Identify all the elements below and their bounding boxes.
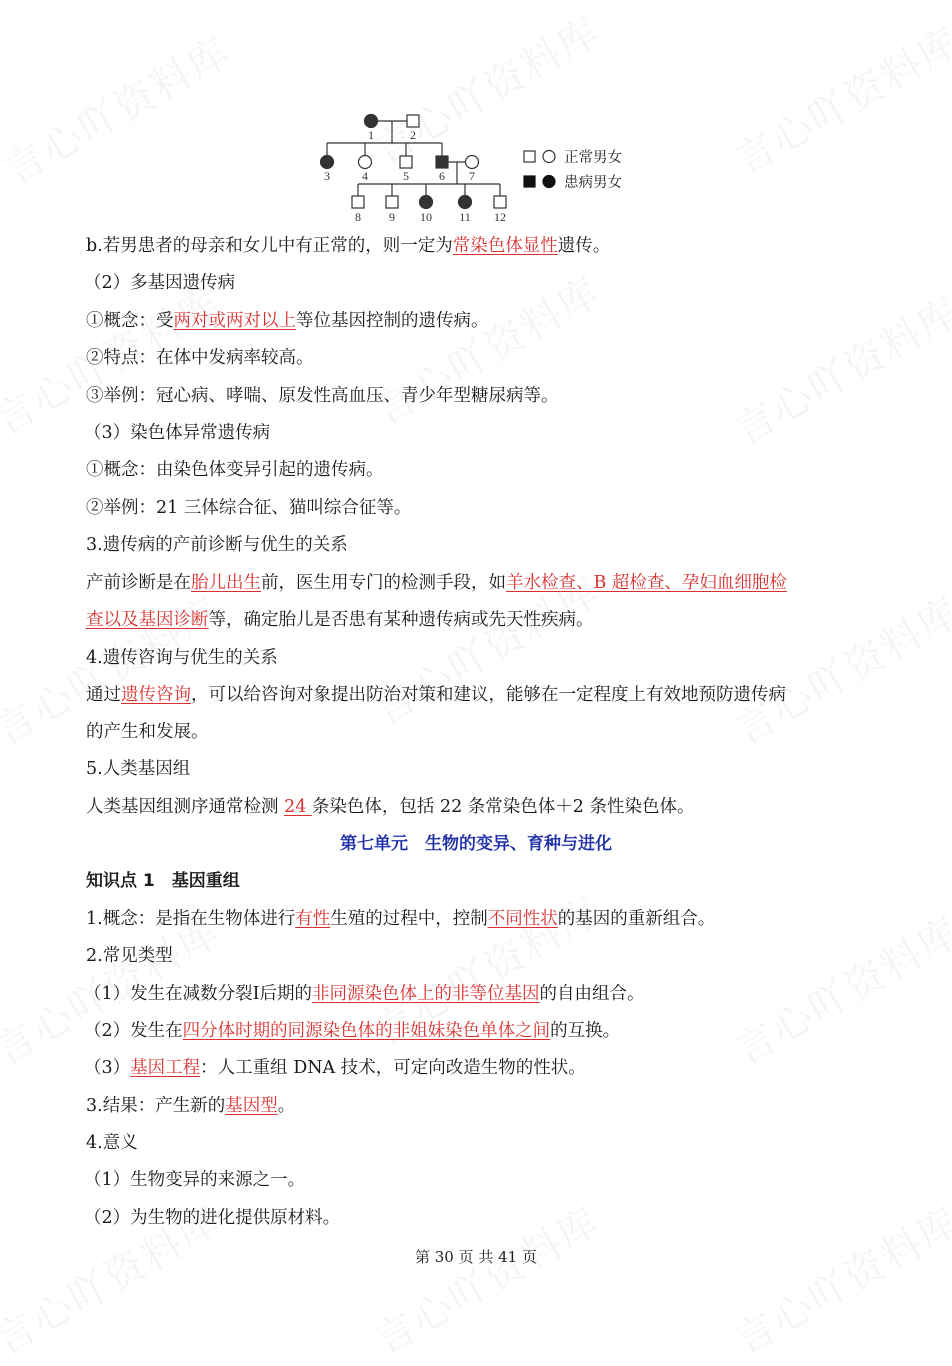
svg-text:5: 5 (403, 169, 409, 183)
watermark (0, 21, 239, 196)
svg-text:8: 8 (355, 210, 361, 224)
watermark (363, 1191, 610, 1366)
svg-text:12: 12 (494, 210, 506, 224)
watermark (723, 581, 952, 756)
answer-blank: 基因型 (225, 1096, 278, 1116)
section-heading: 5.人类基因组 (86, 759, 191, 779)
section-heading: 4.遗传咨询与优生的关系 (86, 648, 278, 668)
section-heading: 2.常见类型 (86, 946, 173, 966)
svg-text:10: 10 (420, 210, 432, 224)
answer-blank: 基因工程 (130, 1058, 201, 1078)
paragraph: ②特点：在体中发病率较高。 (86, 348, 314, 368)
answer-blank: 四分体时期的同源染色体的非姐妹染色单体之间 (182, 1021, 551, 1041)
answer-blank: 遗传咨询 (121, 685, 191, 705)
paragraph: ①概念：由染色体变异引起的遗传病。 (86, 460, 384, 480)
paragraph: 3.结果：产生新的基因型。 (86, 1096, 296, 1116)
paragraph: ②举例：21 三体综合征、猫叫综合征等。 (86, 498, 412, 518)
answer-blank: 胎儿出生 (191, 573, 261, 593)
legend-normal-female-icon (543, 151, 555, 163)
watermark (723, 281, 952, 456)
answer-blank: 24 (284, 797, 312, 817)
individual-2 (407, 115, 419, 127)
answer-blank: 有性 (295, 909, 331, 929)
individual-9 (386, 196, 398, 208)
paragraph: ①概念：受两对或两对以上等位基因控制的遗传病。 (86, 311, 489, 331)
individual-8 (352, 196, 364, 208)
answer-blank: 常染色体显性 (452, 236, 558, 256)
paragraph: （1）生物变异的来源之一。 (84, 1170, 306, 1190)
paragraph: 产前诊断是在胎儿出生前，医生用专门的检测手段，如羊水检查、B 超检查、孕妇血细胞检 (86, 573, 787, 593)
legend-affected-female-icon (543, 176, 555, 188)
svg-text:3: 3 (324, 169, 330, 183)
unit-title: 第七单元 生物的变异、育种与进化 (340, 834, 612, 854)
individual-5 (400, 156, 412, 168)
legend-affected-male-icon (524, 176, 535, 187)
answer-blank: 羊水检查、B 超检查、孕妇血细胞检 (506, 573, 787, 593)
page-number: 第 30 页 共 41 页 (414, 1248, 537, 1266)
individual-1 (365, 115, 378, 128)
legend-normal-male-icon (524, 151, 535, 162)
pedigree-chart (310, 104, 650, 230)
individual-11 (459, 196, 472, 209)
paragraph: 的产生和发展。 (86, 722, 209, 742)
paragraph: （2）发生在四分体时期的同源染色体的非姐妹染色单体之间的互换。 (84, 1021, 621, 1041)
paragraph: 通过遗传咨询，可以给咨询对象提出防治对策和建议，能够在一定程度上有效地预防遗传病 (86, 685, 786, 705)
individual-7 (466, 156, 479, 169)
svg-text:11: 11 (459, 210, 471, 224)
svg-text:7: 7 (469, 169, 475, 183)
svg-text:1: 1 (368, 128, 374, 142)
watermark (723, 901, 952, 1076)
paragraph: 人类基因组测序通常检测 24 条染色体，包括 22 条常染色体＋2 条性染色体。 (86, 797, 695, 817)
paragraph: （2）为生物的进化提供原材料。 (84, 1208, 341, 1228)
answer-blank: 非同源染色体上的非等位基因 (312, 984, 540, 1004)
svg-text:6: 6 (439, 169, 445, 183)
pedigree-legend (524, 149, 622, 191)
paragraph: （3）基因工程：人工重组 DNA 技术，可定向改造生物的性状。 (84, 1058, 586, 1078)
svg-text:4: 4 (362, 169, 368, 183)
answer-blank: 查以及基因诊断 (86, 610, 209, 630)
legend-affected-label: 患病男女 (564, 175, 622, 191)
answer-blank: 不同性状 (487, 909, 558, 929)
section-heading: 3.遗传病的产前诊断与优生的关系 (86, 535, 348, 555)
watermark (363, 261, 610, 436)
legend-normal-label: 正常男女 (564, 150, 622, 166)
section-heading: （2）多基因遗传病 (84, 273, 236, 293)
svg-text:9: 9 (389, 210, 395, 224)
individual-12 (494, 196, 506, 208)
paragraph: 查以及基因诊断等，确定胎儿是否患有某种遗传病或先天性疾病。 (86, 610, 594, 630)
watermark (723, 1191, 952, 1366)
paragraph-b: b.若男患者的母亲和女儿中有正常的，则一定为常染色体显性遗传。 (86, 236, 611, 256)
section-heading: 4.意义 (86, 1133, 138, 1153)
individual-10 (420, 196, 433, 209)
knowledge-point-title: 知识点 1 基因重组 (86, 871, 240, 891)
svg-text:2: 2 (410, 128, 416, 142)
individual-6 (436, 156, 448, 168)
individual-4 (359, 156, 372, 169)
paragraph: 1.概念：是指在生物体进行有性生殖的过程中，控制不同性状的基因的重新组合。 (86, 909, 716, 929)
watermark (723, 11, 952, 186)
paragraph: ③举例：冠心病、哮喘、原发性高血压、青少年型糖尿病等。 (86, 386, 559, 406)
pedigree-svg (310, 104, 650, 230)
section-heading: （3）染色体异常遗传病 (84, 423, 271, 443)
individual-3 (321, 156, 334, 169)
answer-blank: 两对或两对以上 (173, 311, 296, 331)
paragraph: （1）发生在减数分裂Ⅰ后期的非同源染色体上的非等位基因的自由组合。 (84, 984, 645, 1004)
